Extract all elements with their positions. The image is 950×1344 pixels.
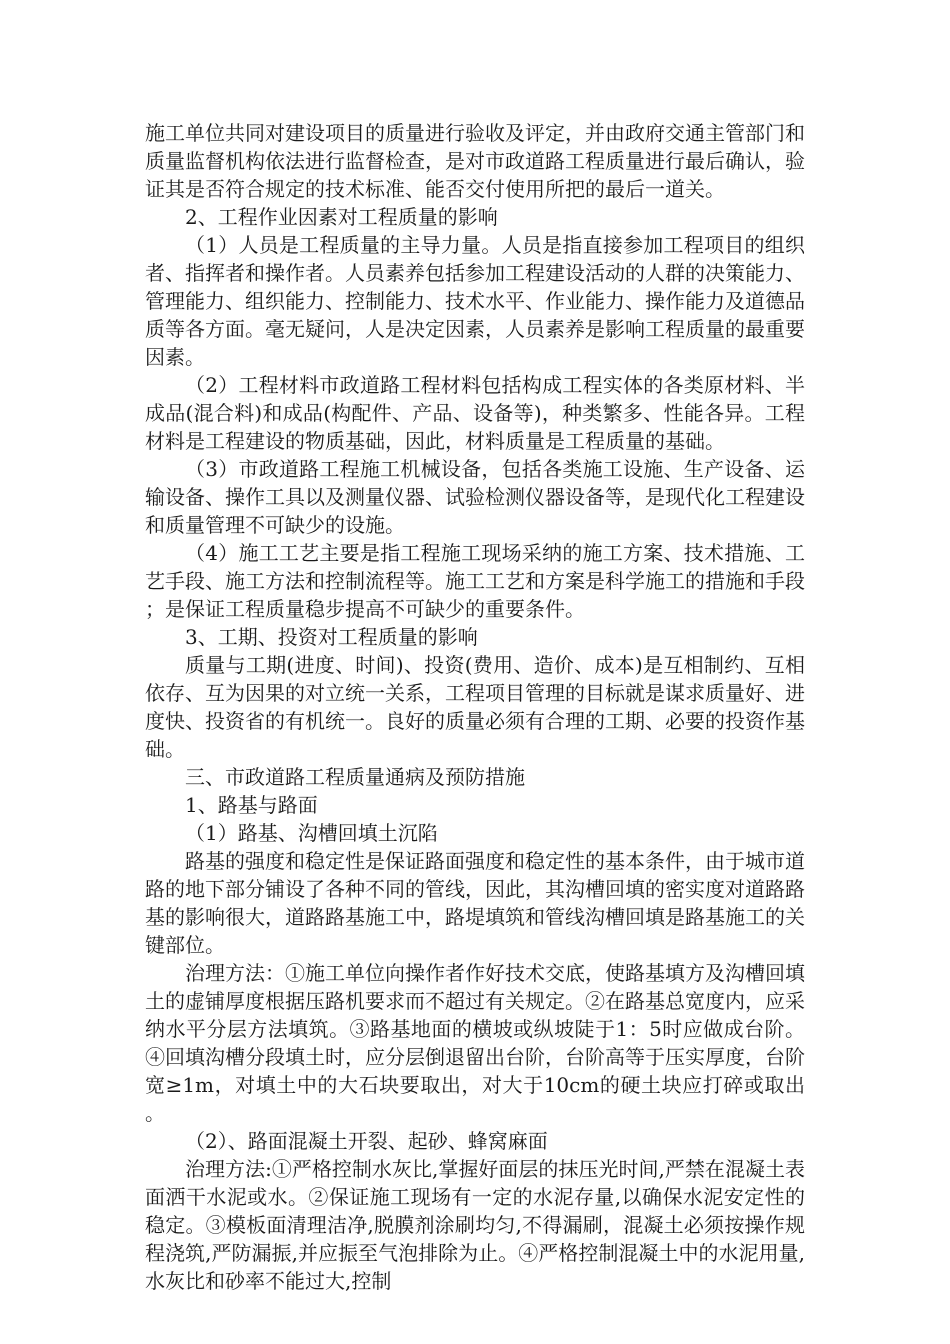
body-paragraph: 路基的强度和稳定性是保证路面强度和稳定性的基本条件，由于城市道路的地下部分铺设了各种不同的管线，因此，其沟槽回填的密实度对道路路基的影响很大，道路路基施工中，路堤填筑和管线沟槽回填是路基施工的关键部位。 [145,849,805,957]
body-paragraph: 治理方法:①严格控制水灰比,掌握好面层的抹压光时间,严禁在混凝土表面洒干水泥或水。②保证施工现场有一定的水泥存量,以确保水泥安定性的稳定。③模板面清理洁净,脱膜剂涂刷均匀,不得漏刷，混凝土必须按操作规程浇筑,严防漏振,并应振至气泡排除为止。④严格控制混凝土中的水泥用量,水灰比和砂率不能过大,控制 [145,1157,805,1293]
section-heading: 3、工期、投资对工程质量的影响 [185,625,478,649]
document-page [145,119,805,1295]
subsection-heading: （2）、路面混凝土开裂、起砂、蜂窝麻面 [185,1129,548,1153]
body-paragraph: （3）市政道路工程施工机械设备，包括各类施工设施、生产设备、运输设备、操作工具以及测量仪器、试验检测仪器设备等，是现代化工程建设和质量管理不可缺少的设施。 [145,457,805,537]
subsection-heading: （1）路基、沟槽回填土沉陷 [185,821,438,845]
body-paragraph: （4）施工工艺主要是指工程施工现场采纳的施工方案、技术措施、工艺手段、施工方法和控制流程等。施工工艺和方案是科学施工的措施和手段；是保证工程质量稳步提高不可缺少的重要条件。 [145,541,805,621]
body-paragraph: （2）工程材料市政道路工程材料包括构成工程实体的各类原材料、半成品(混合料)和成品(构配件、产品、设备等)，种类繁多、性能各异。工程材料是工程建设的物质基础，因此，材料质量是工程质量的基础。 [145,373,805,453]
body-paragraph: 质量与工期(进度、时间)、投资(费用、造价、成本)是互相制约、互相依存、互为因果的对立统一关系，工程项目管理的目标就是谋求质量好、进度快、投资省的有机统一。良好的质量必须有合理的工期、必要的投资作基础。 [145,653,805,761]
chapter-heading: 三、市政道路工程质量通病及预防措施 [185,765,525,789]
body-paragraph: （1）人员是工程质量的主导力量。人员是指直接参加工程项目的组织者、指挥者和操作者。人员素养包括参加工程建设活动的人群的决策能力、管理能力、组织能力、控制能力、技术水平、作业能力、操作能力及道德品质等各方面。毫无疑问，人是决定因素，人员素养是影响工程质量的最重要因素。 [145,233,805,369]
section-heading: 2、工程作业因素对工程质量的影响 [185,205,498,229]
body-paragraph: 施工单位共同对建设项目的质量进行验收及评定，并由政府交通主管部门和质量监督机构依法进行监督检查，是对市政道路工程质量进行最后确认，验证其是否符合规定的技术标准、能否交付使用所把的最后一道关。 [145,121,805,201]
body-paragraph: 治理方法：①施工单位向操作者作好技术交底，使路基填方及沟槽回填土的虚铺厚度根据压路机要求而不超过有关规定。②在路基总宽度内，应采纳水平分层方法填筑。③路基地面的横坡或纵坡陡于1：5时应做成台阶。④回填沟槽分段填土时，应分层倒退留出台阶，台阶高等于压实厚度，台阶宽≥1m，对填土中的大石块要取出，对大于10cm的硬土块应打碎或取出。 [145,961,805,1125]
section-heading: 1、路基与路面 [185,793,318,817]
